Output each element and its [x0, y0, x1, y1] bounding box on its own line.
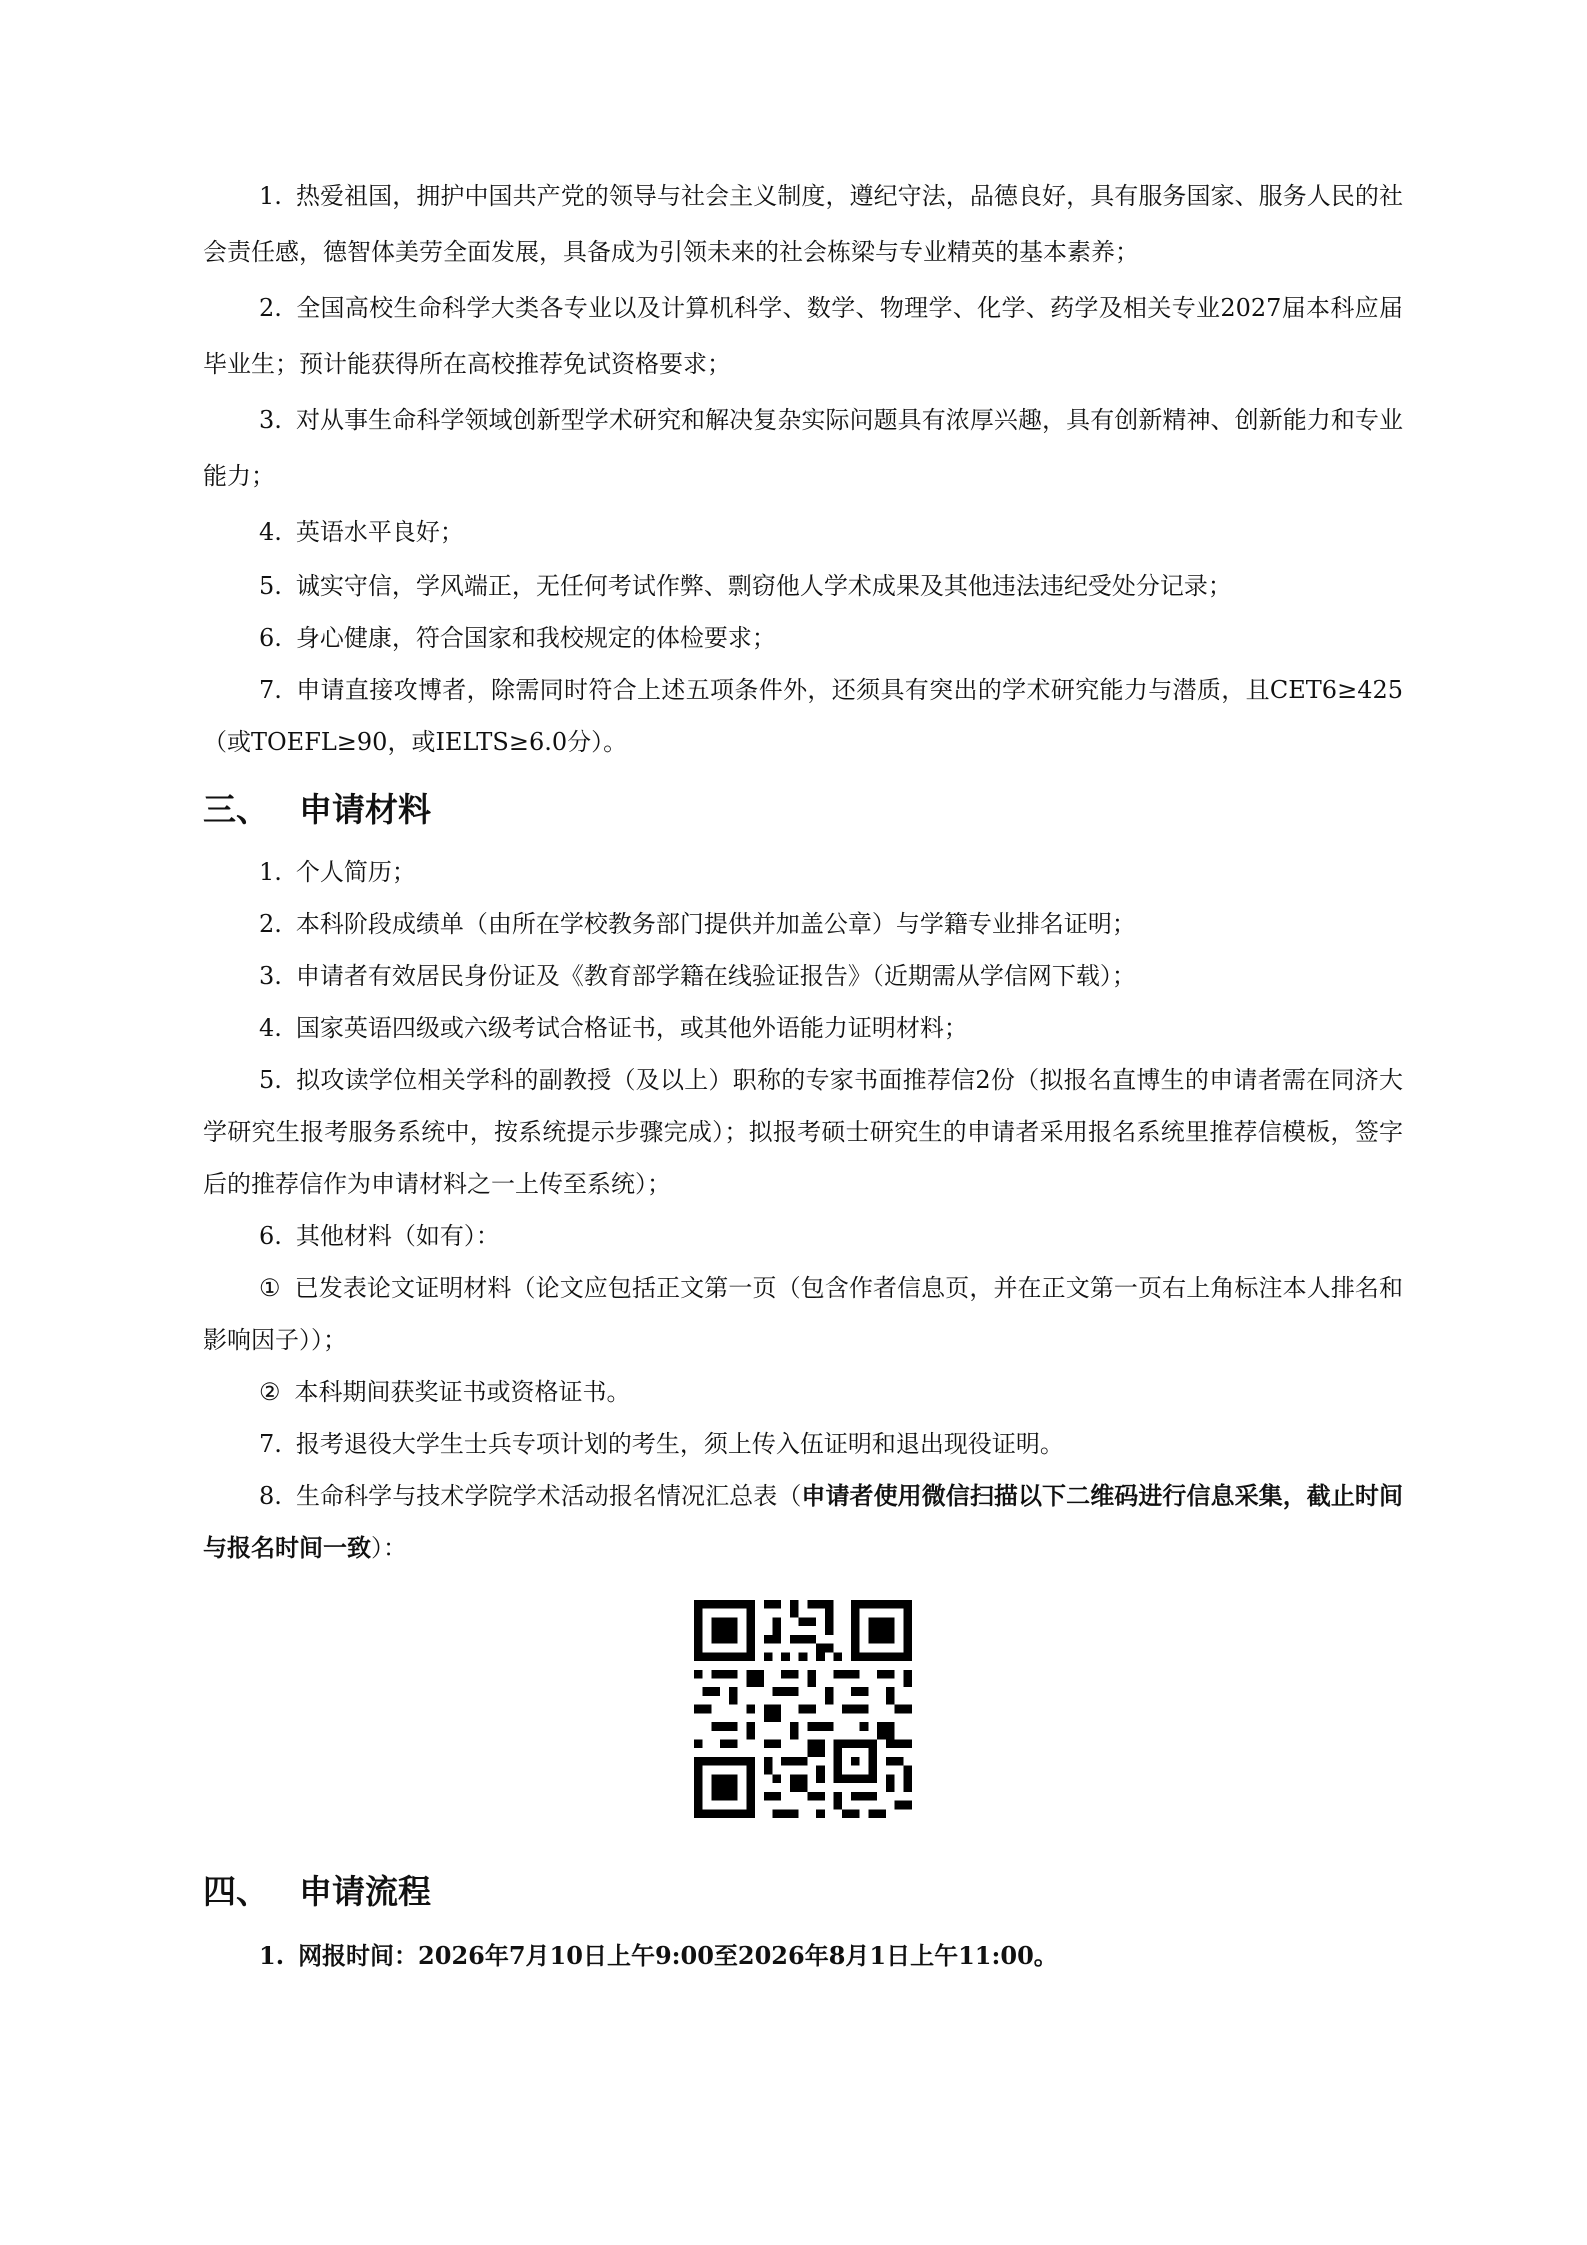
list-item: 3. 申请者有效居民身份证及《教育部学籍在线验证报告》（近期需从学信网下载）；	[259, 962, 1136, 990]
eligibility-list	[203, 168, 1403, 768]
qr-code-icon	[694, 1600, 912, 1818]
list-item: 1. 个人简历；	[259, 858, 416, 886]
list-item: 6. 身心健康，符合国家和我校规定的体检要求；	[259, 624, 776, 652]
section-heading-process	[203, 1862, 1403, 1922]
list-item: 8. 生命科学与技术学院学术活动报名情况汇总表（申请者使用微信扫描以下二维码进行信息采集，截止时间与报名时间一致）：	[203, 1481, 1404, 1562]
list-item: 6. 其他材料（如有）：	[259, 1222, 500, 1250]
list-item: 2. 本科阶段成绩单（由所在学校教务部门提供并加盖公章）与学籍专业排名证明；	[259, 910, 1136, 938]
list-item: 7. 申请直接攻博者，除需同时符合上述五项条件外，还须具有突出的学术研究能力与潜质，且CET6≥425（或TOEFL≥90，或IELTS≥6.0分）。	[203, 676, 1403, 756]
section-number: 三、	[203, 790, 269, 829]
list-item: 4. 英语水平良好；	[259, 518, 464, 546]
list-item: 1. 网报时间：2026年7月10日上午9:00至2026年8月1日上午11:00。	[259, 1941, 1058, 1970]
document-content	[203, 168, 1403, 1984]
section-title: 申请流程	[299, 1872, 431, 1911]
section-title: 申请材料	[299, 790, 431, 829]
list-item: 7. 报考退役大学生士兵专项计划的考生，须上传入伍证明和退出现役证明。	[259, 1430, 1064, 1458]
list-item: 3. 对从事生命科学领域创新型学术研究和解决复杂实际问题具有浓厚兴趣，具有创新精神、创新能力和专业能力；	[203, 406, 1403, 490]
list-item: 5. 拟攻读学位相关学科的副教授（及以上）职称的专家书面推荐信2份（拟报名直博生的申请者需在同济大学研究生报考服务系统中，按系统提示步骤完成）；拟报考硕士研究生的申请者采用报名系统里推荐信模板，签字后的推荐信作为申请材料之一上传至系统）；	[203, 1066, 1403, 1198]
sub-list-item: ② 本科期间获奖证书或资格证书。	[259, 1378, 631, 1406]
materials-list	[203, 846, 1403, 1574]
section-heading-materials	[203, 780, 1403, 840]
qr-code-container	[203, 1600, 1403, 1818]
list-item: 5. 诚实守信，学风端正，无任何考试作弊、剽窃他人学术成果及其他违法违纪受处分记录；	[259, 572, 1232, 600]
list-item: 2. 全国高校生命科学大类各专业以及计算机科学、数学、物理学、化学、药学及相关专业2027届本科应届毕业生；预计能获得所在高校推荐免试资格要求；	[203, 294, 1403, 378]
section-number: 四、	[203, 1872, 269, 1911]
list-item: 1. 热爱祖国，拥护中国共产党的领导与社会主义制度，遵纪守法，品德良好，具有服务国家、服务人民的社会责任感，德智体美劳全面发展，具备成为引领未来的社会栋梁与专业精英的基本素养；	[203, 182, 1403, 266]
sub-list-item: ① 已发表论文证明材料（论文应包括正文第一页（包含作者信息页，并在正文第一页右上角标注本人排名和影响因子））；	[203, 1274, 1404, 1354]
list-item: 4. 国家英语四级或六级考试合格证书，或其他外语能力证明材料；	[259, 1014, 968, 1042]
